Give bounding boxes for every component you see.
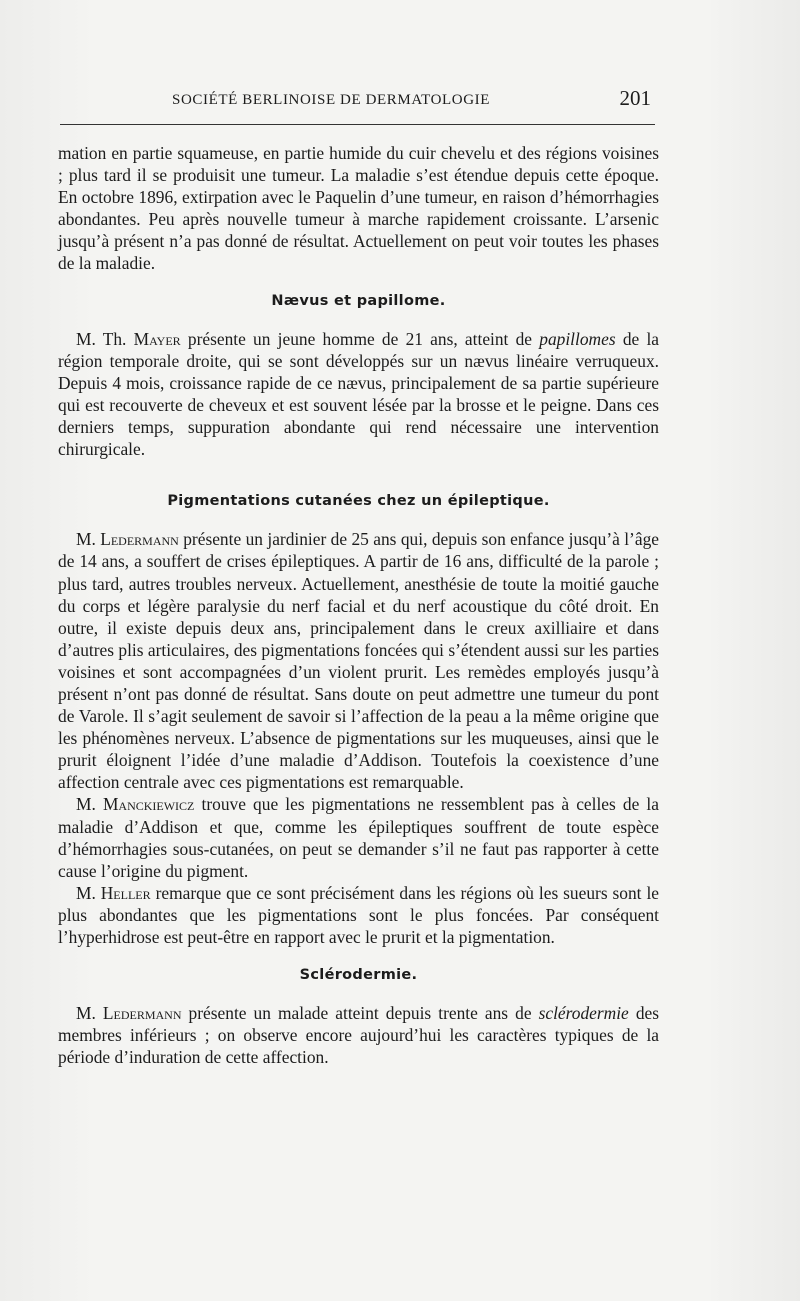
text-run: remarque que ce sont précisément dans les régions où les sueurs sont le plus abondantes que les pigmentations sont le plus foncées. Par conséquent l’hyperhidrose est peut-être en rapport avec le prurit et la pigmentation. bbox=[58, 882, 659, 947]
paragraph-ledermann bbox=[58, 528, 659, 793]
italic-term: papillomes bbox=[539, 328, 616, 349]
text-run: M. bbox=[76, 794, 103, 815]
section-heading-sclerodermie: Sclérodermie. bbox=[299, 967, 418, 984]
page-number: 201 bbox=[619, 86, 651, 110]
paragraph-mayer bbox=[58, 328, 659, 461]
header-rule bbox=[60, 124, 655, 125]
section-heading-naevus: Nævus et papillome. bbox=[271, 292, 446, 309]
author-name: Manckiewicz bbox=[102, 794, 195, 815]
text-run: des membres inférieurs ; on observe encore aujourd’hui les caractères typiques de la période d’induration de cette affection. bbox=[58, 1003, 660, 1068]
text-run: M. bbox=[76, 529, 101, 550]
text-run: trouve que les pigmentations ne ressemblent pas à celles de la maladie d’Addison et que, comme les épileptiques souffrent de toute espèce d’hémorrhagies sous-cutanées, on peut se demander s’il ne faut pas rapporter à cette cause l’origine du pigment. bbox=[58, 794, 659, 881]
text-run: M. bbox=[76, 882, 101, 903]
paragraph-heller bbox=[58, 882, 659, 948]
text-run: présente un malade atteint depuis trente ans de bbox=[181, 1003, 539, 1024]
section-heading-pigmentations: Pigmentations cutanées chez un épileptique. bbox=[167, 493, 550, 510]
paragraph-manckiewicz bbox=[58, 793, 659, 881]
running-title: SOCIÉTÉ BERLINOISE DE DERMATOLOGIE bbox=[172, 92, 491, 108]
author-name: Ledermann bbox=[100, 529, 179, 550]
italic-term: sclérodermie bbox=[538, 1003, 629, 1024]
author-name: Heller bbox=[100, 882, 151, 903]
page-header bbox=[60, 86, 655, 116]
text-run: M. bbox=[76, 1003, 103, 1024]
author-name: Ledermann bbox=[102, 1003, 182, 1024]
continued-paragraph: mation en partie squameuse, en partie humide du cuir chevelu et des régions voisines ; plus tard il se produisit une tumeur. La maladie s’est étendue depuis cette époque. En octobre 1896, extirpation avec le Paquelin d’une tumeur, en raison d’hémorrhagies abondantes. Peu après nouvelle tumeur à marche rapidement croissante. L’arsenic jusqu’à présent n’a pas donné de résultat. Actuellement on peut voir toutes les phases de la maladie. bbox=[58, 143, 659, 274]
text-run: de la région temporale droite, qui se sont développés sur un nævus linéaire verruqueux. Depuis 4 mois, croissance rapide de ce nævus, principalement de sa partie supérieure qui est recouverte de cheveux et est souvent lésée par la brosse et le peigne. Dans ces derniers temps, suppuration abondante qui rend nécessaire une intervention chirurgicale. bbox=[58, 328, 660, 460]
text-run: présente un jardinier de 25 ans qui, depuis son enfance jusqu’à l’âge de 14 ans, a souffert de crises épileptiques. A partir de 16 ans, difficulté de la parole ; plus tard, autres troubles nerveux. Actuellement, anesthésie de toute la moitié gauche du corps et légère paralysie du nerf facial et du nerf acoustique du côté droit. En outre, il existe depuis deux ans, principalement dans le creux axilliaire et dans d’autres plis articulaires, des pigmentations foncées qui s’étendent aussi sur les parties voisines et sont accompagnées d’un violent prurit. Les remèdes employés jusqu’à présent n’ont pas donné de résultat. Sans doute on peut admettre une tumeur du pont de Varole. Il s’agit seulement de savoir si l’affection de la peau a la même origine que les phénomènes nerveux. L’absence de pigmentations sur les muqueuses, ainsi que le prurit éloignent l’idée d’une maladie d’Addison. Toutefois la coexistence d’une affection centrale avec ces pigmentations est remarquable. bbox=[58, 529, 659, 793]
text-run: M. Th. bbox=[76, 328, 134, 349]
author-name: Mayer bbox=[133, 328, 181, 349]
paragraph-ledermann-sclerodermie bbox=[58, 1002, 659, 1068]
text-run: présente un jeune homme de 21 ans, atteint de bbox=[180, 328, 540, 349]
page-body bbox=[58, 142, 659, 1068]
